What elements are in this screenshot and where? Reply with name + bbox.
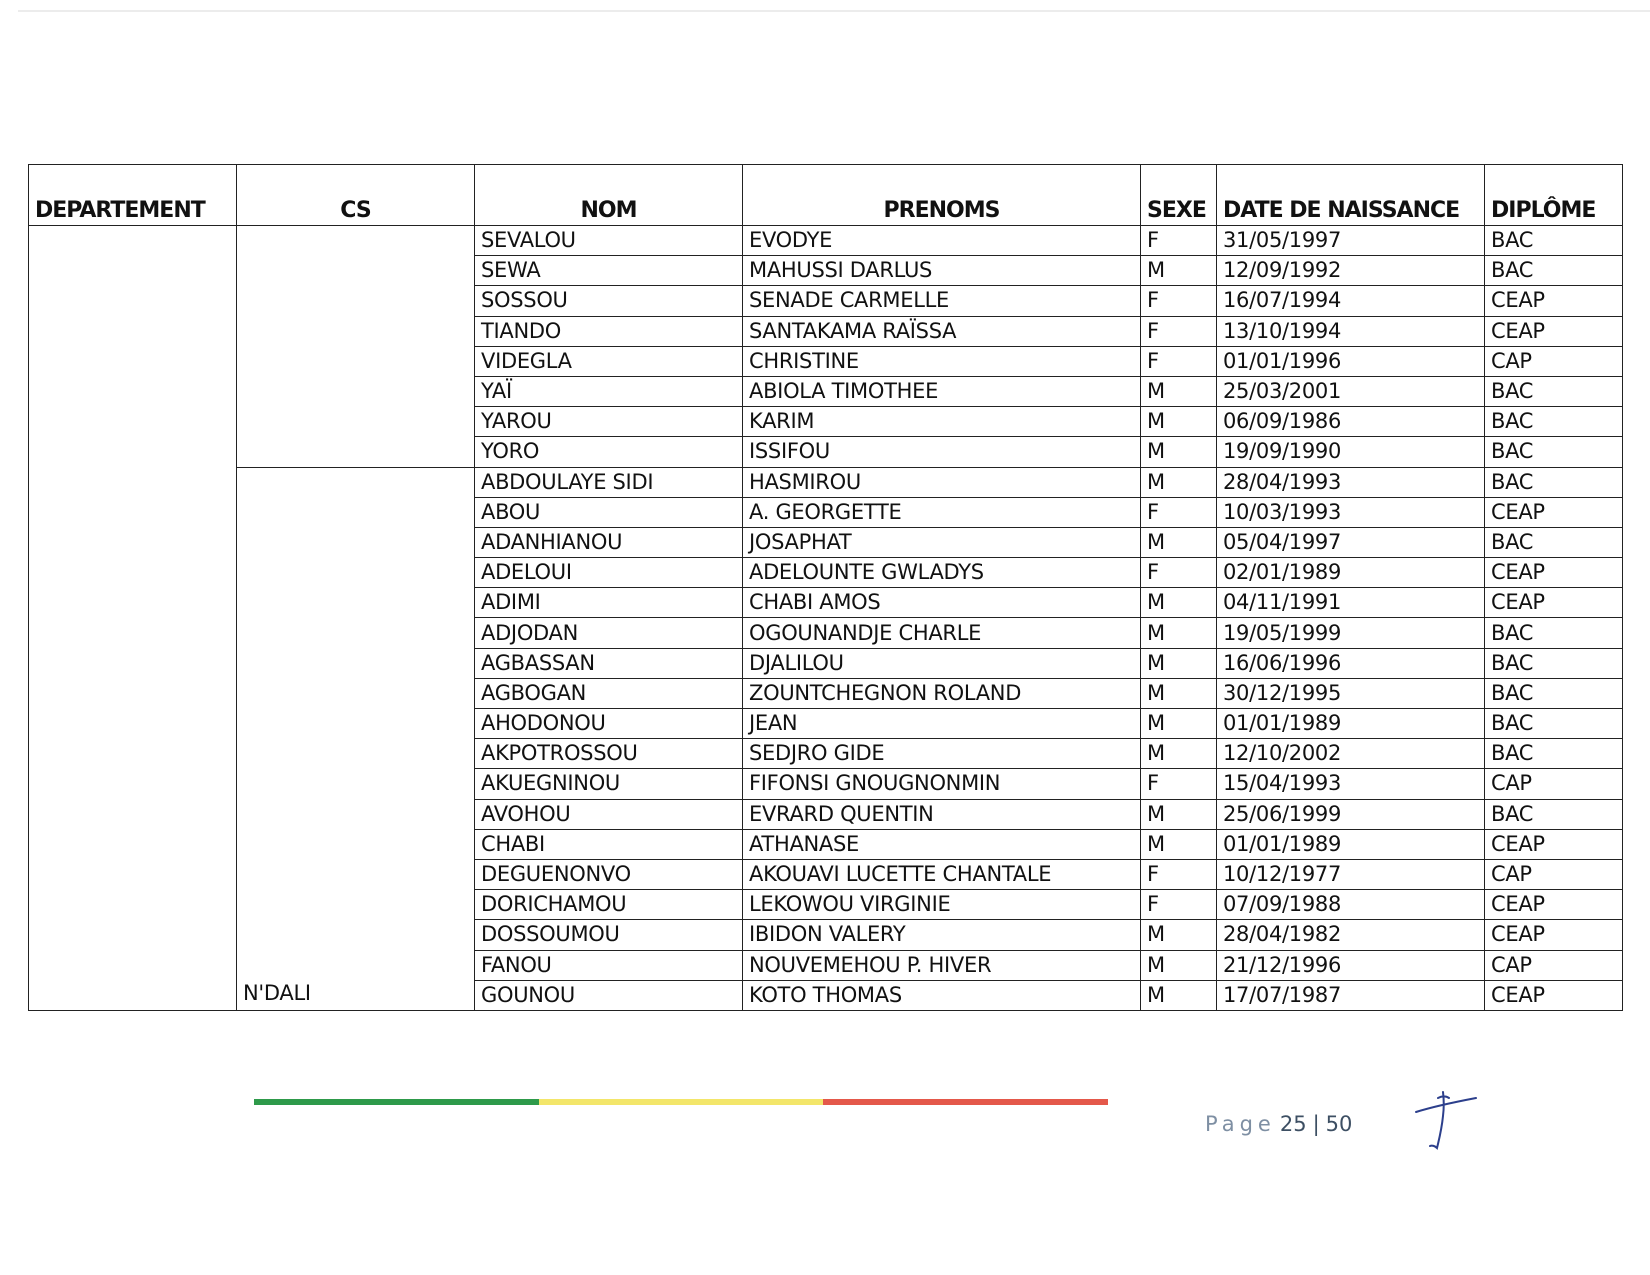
- cell-sexe: M: [1141, 980, 1217, 1010]
- cell-nom: AKUEGNINOU: [475, 769, 743, 799]
- cell-diplome: CEAP: [1485, 316, 1623, 346]
- cell-diplome: BAC: [1485, 467, 1623, 497]
- cell-sexe: F: [1141, 890, 1217, 920]
- cell-date: 25/03/2001: [1217, 376, 1485, 406]
- cell-prenoms: KARIM: [743, 407, 1141, 437]
- cell-date: 10/12/1977: [1217, 859, 1485, 889]
- cell-nom: AGBASSAN: [475, 648, 743, 678]
- cell-prenoms: ABIOLA TIMOTHEE: [743, 376, 1141, 406]
- bar-segment-yellow: [539, 1099, 824, 1105]
- cell-sexe: F: [1141, 497, 1217, 527]
- header-prenoms: PRENOMS: [743, 165, 1141, 226]
- cell-diplome: BAC: [1485, 437, 1623, 467]
- cell-sexe: M: [1141, 799, 1217, 829]
- cell-date: 30/12/1995: [1217, 678, 1485, 708]
- cell-nom: AVOHOU: [475, 799, 743, 829]
- cell-prenoms: AKOUAVI LUCETTE CHANTALE: [743, 859, 1141, 889]
- cell-prenoms: DJALILOU: [743, 648, 1141, 678]
- header-nom: NOM: [475, 165, 743, 226]
- cell-nom: YORO: [475, 437, 743, 467]
- cell-date: 10/03/1993: [1217, 497, 1485, 527]
- cell-nom: ADJODAN: [475, 618, 743, 648]
- cell-nom: FANOU: [475, 950, 743, 980]
- cell-nom: SOSSOU: [475, 286, 743, 316]
- cell-prenoms: FIFONSI GNOUGNONMIN: [743, 769, 1141, 799]
- cell-date: 06/09/1986: [1217, 407, 1485, 437]
- cell-diplome: BAC: [1485, 678, 1623, 708]
- signature-mark: [1410, 1090, 1480, 1152]
- header-sexe: SEXE: [1141, 165, 1217, 226]
- table-row: [29, 226, 1623, 256]
- cell-date: 01/01/1989: [1217, 829, 1485, 859]
- cell-diplome: CEAP: [1485, 890, 1623, 920]
- departement-cell: [29, 226, 237, 1011]
- cell-sexe: M: [1141, 527, 1217, 557]
- cell-date: 28/04/1993: [1217, 467, 1485, 497]
- cell-prenoms: KOTO THOMAS: [743, 980, 1141, 1010]
- cell-prenoms: SEDJRO GIDE: [743, 739, 1141, 769]
- header-departement: DEPARTEMENT: [29, 165, 237, 226]
- cell-date: 19/05/1999: [1217, 618, 1485, 648]
- cell-diplome: CEAP: [1485, 920, 1623, 950]
- cell-date: 13/10/1994: [1217, 316, 1485, 346]
- cell-prenoms: HASMIROU: [743, 467, 1141, 497]
- cell-date: 07/09/1988: [1217, 890, 1485, 920]
- cell-nom: TIANDO: [475, 316, 743, 346]
- cell-diplome: CEAP: [1485, 829, 1623, 859]
- cell-diplome: CEAP: [1485, 558, 1623, 588]
- cell-sexe: F: [1141, 346, 1217, 376]
- cell-nom: AGBOGAN: [475, 678, 743, 708]
- cell-date: 25/06/1999: [1217, 799, 1485, 829]
- cell-sexe: M: [1141, 256, 1217, 286]
- cell-date: 12/09/1992: [1217, 256, 1485, 286]
- cell-sexe: M: [1141, 709, 1217, 739]
- cell-diplome: CEAP: [1485, 588, 1623, 618]
- cell-sexe: F: [1141, 316, 1217, 346]
- cell-diplome: CAP: [1485, 950, 1623, 980]
- cell-nom: AHODONOU: [475, 709, 743, 739]
- cell-prenoms: JOSAPHAT: [743, 527, 1141, 557]
- cell-sexe: F: [1141, 558, 1217, 588]
- page-current: 25: [1279, 1112, 1307, 1136]
- cell-prenoms: EVODYE: [743, 226, 1141, 256]
- page-separator: |: [1312, 1112, 1320, 1136]
- cell-sexe: M: [1141, 588, 1217, 618]
- cell-diplome: BAC: [1485, 226, 1623, 256]
- cell-date: 01/01/1996: [1217, 346, 1485, 376]
- personnel-table: [28, 164, 1623, 1011]
- cell-sexe: F: [1141, 769, 1217, 799]
- cell-nom: DEGUENONVO: [475, 859, 743, 889]
- cell-date: 05/04/1997: [1217, 527, 1485, 557]
- cell-date: 31/05/1997: [1217, 226, 1485, 256]
- cell-diplome: CEAP: [1485, 980, 1623, 1010]
- cell-diplome: BAC: [1485, 709, 1623, 739]
- cell-prenoms: ATHANASE: [743, 829, 1141, 859]
- cell-sexe: M: [1141, 739, 1217, 769]
- cell-sexe: M: [1141, 467, 1217, 497]
- cell-sexe: M: [1141, 678, 1217, 708]
- cell-diplome: BAC: [1485, 256, 1623, 286]
- cell-date: 16/06/1996: [1217, 648, 1485, 678]
- cell-prenoms: SENADE CARMELLE: [743, 286, 1141, 316]
- cell-sexe: M: [1141, 407, 1217, 437]
- page-word: Page: [1205, 1112, 1276, 1136]
- cell-prenoms: NOUVEMEHOU P. HIVER: [743, 950, 1141, 980]
- cell-diplome: CEAP: [1485, 497, 1623, 527]
- cell-date: 16/07/1994: [1217, 286, 1485, 316]
- cell-date: 19/09/1990: [1217, 437, 1485, 467]
- scan-edge-line: [18, 10, 1650, 12]
- cell-diplome: CAP: [1485, 859, 1623, 889]
- cell-nom: AKPOTROSSOU: [475, 739, 743, 769]
- cell-diplome: BAC: [1485, 407, 1623, 437]
- cell-date: 15/04/1993: [1217, 769, 1485, 799]
- cell-prenoms: LEKOWOU VIRGINIE: [743, 890, 1141, 920]
- cell-nom: SEWA: [475, 256, 743, 286]
- cell-sexe: M: [1141, 376, 1217, 406]
- cell-date: 01/01/1989: [1217, 709, 1485, 739]
- page-total: 50: [1325, 1112, 1353, 1136]
- cell-prenoms: OGOUNANDJE CHARLE: [743, 618, 1141, 648]
- cell-diplome: BAC: [1485, 648, 1623, 678]
- cell-sexe: M: [1141, 920, 1217, 950]
- cell-sexe: M: [1141, 437, 1217, 467]
- cell-date: 17/07/1987: [1217, 980, 1485, 1010]
- header-cs: CS: [237, 165, 475, 226]
- cell-nom: CHABI: [475, 829, 743, 859]
- cell-prenoms: SANTAKAMA RAÏSSA: [743, 316, 1141, 346]
- cell-nom: ABOU: [475, 497, 743, 527]
- cell-date: 04/11/1991: [1217, 588, 1485, 618]
- cell-prenoms: CHRISTINE: [743, 346, 1141, 376]
- cell-nom: DORICHAMOU: [475, 890, 743, 920]
- cell-prenoms: IBIDON VALERY: [743, 920, 1141, 950]
- cell-diplome: CEAP: [1485, 286, 1623, 316]
- cell-prenoms: CHABI AMOS: [743, 588, 1141, 618]
- table-body: [29, 226, 1623, 1011]
- cell-nom: YAÏ: [475, 376, 743, 406]
- table-row: [29, 467, 1623, 497]
- cell-diplome: BAC: [1485, 527, 1623, 557]
- header-row: [29, 165, 1623, 226]
- cell-sexe: F: [1141, 286, 1217, 316]
- cell-sexe: M: [1141, 829, 1217, 859]
- cell-nom: YAROU: [475, 407, 743, 437]
- header-diplome: DIPLÔME: [1485, 165, 1623, 226]
- cell-sexe: F: [1141, 226, 1217, 256]
- cell-date: 02/01/1989: [1217, 558, 1485, 588]
- cell-nom: SEVALOU: [475, 226, 743, 256]
- cell-prenoms: ZOUNTCHEGNON ROLAND: [743, 678, 1141, 708]
- cell-prenoms: ADELOUNTE GWLADYS: [743, 558, 1141, 588]
- cell-date: 21/12/1996: [1217, 950, 1485, 980]
- cell-diplome: CAP: [1485, 346, 1623, 376]
- cell-prenoms: JEAN: [743, 709, 1141, 739]
- cell-nom: ADELOUI: [475, 558, 743, 588]
- cell-nom: ADIMI: [475, 588, 743, 618]
- cell-diplome: BAC: [1485, 739, 1623, 769]
- cell-date: 12/10/2002: [1217, 739, 1485, 769]
- cell-prenoms: MAHUSSI DARLUS: [743, 256, 1141, 286]
- cell-sexe: M: [1141, 648, 1217, 678]
- page-number: [1205, 1112, 1405, 1136]
- cell-nom: VIDEGLA: [475, 346, 743, 376]
- cs-cell: [237, 226, 475, 468]
- cell-nom: GOUNOU: [475, 980, 743, 1010]
- cell-date: 28/04/1982: [1217, 920, 1485, 950]
- cell-sexe: M: [1141, 950, 1217, 980]
- cell-nom: ADANHIANOU: [475, 527, 743, 557]
- cs-cell: N'DALI: [237, 467, 475, 1010]
- cell-sexe: F: [1141, 859, 1217, 889]
- bar-segment-red: [823, 1099, 1108, 1105]
- cell-nom: ABDOULAYE SIDI: [475, 467, 743, 497]
- header-date-naissance: DATE DE NAISSANCE: [1217, 165, 1485, 226]
- cell-sexe: M: [1141, 618, 1217, 648]
- bar-segment-green: [254, 1099, 539, 1105]
- cell-diplome: CAP: [1485, 769, 1623, 799]
- cell-nom: DOSSOUMOU: [475, 920, 743, 950]
- flag-color-bar: [254, 1099, 1108, 1105]
- cell-diplome: BAC: [1485, 376, 1623, 406]
- cell-diplome: BAC: [1485, 799, 1623, 829]
- cell-prenoms: A. GEORGETTE: [743, 497, 1141, 527]
- cell-prenoms: EVRARD QUENTIN: [743, 799, 1141, 829]
- cell-diplome: BAC: [1485, 618, 1623, 648]
- cell-prenoms: ISSIFOU: [743, 437, 1141, 467]
